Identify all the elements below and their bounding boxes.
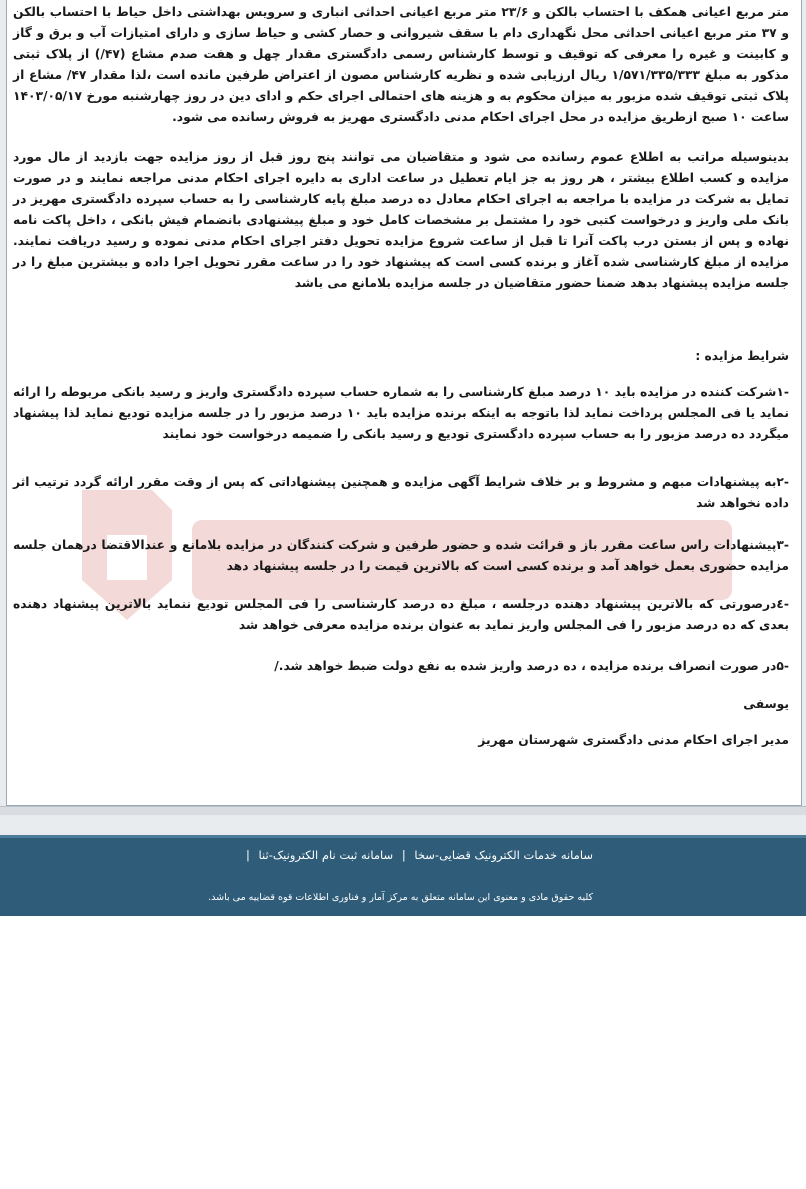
condition-item-1: -۱شرکت کننده در مزایده باید ۱۰ درصد مبلغ کارشناسی را به شماره حساب سپرده دادگستری واریز و رسید بانکی مربوطه را ارائه نماید یا فی المجلس پرداخت نماید لذا باتوجه به اینکه برنده مزایده باید ۱۰ درصد مزبور را در جلسه مزایده تودیع نماید لذا پیشنهاد میگردد ده درصد مزبور را به حساب سپرده دادگستری تودیع و رسید بانکی را ضمیمه درخواست خود نمایند [13, 385, 789, 441]
footer-separator: | [401, 848, 406, 862]
horizontal-scrollbar[interactable] [0, 806, 806, 815]
footer-separator-end: | [246, 848, 250, 862]
signer-title: مدیر اجرای احکام مدنی دادگستری شهرستان مهریز [478, 733, 789, 747]
condition-item-2: -۲به پیشنهادات مبهم و مشروط و بر خلاف شرایط آگهی مزایده و همچنین پیشنهاداتی که پس از وقت مقرر ارائه گردد ترتیب اثر داده نخواهد شد [13, 475, 789, 510]
content-box [6, 0, 802, 806]
condition-item-4: -٤درصورتی که بالاترین پیشنهاد دهنده درجلسه ، مبلغ ده درصد کارشناسی را فی المجلس تودیع ننماید بالاترین پیشنهاد دهنده بعدی که ده درصد مزبور را فی المجلس واریز نماید به عنوان برنده مزایده معرفی خواهد شد [13, 597, 789, 632]
signer-name: یوسفی [743, 697, 789, 711]
footer-link-sakha[interactable]: سامانه خدمات الکترونیک قضایی-سخا [414, 848, 593, 862]
condition-item-5: -۵در صورت انصراف برنده مزایده ، ده درصد واریز شده به نفع دولت ضبط خواهد شد./ [274, 659, 789, 673]
condition-item-3: -۳پیشنهادات راس ساعت مقرر باز و قرائت شده و حضور طرفین و شرکت کنندگان در مزایده بلامانع و عندالاقتضا درهمان جلسه مزایده حضوری بعمل خواهد آمد و برنده کسی است که بالاترین قیمت را در جلسه پیشنهاد دهد [13, 538, 789, 573]
footer [0, 835, 806, 888]
footer-links [241, 848, 593, 862]
auction-instructions-paragraph: بدینوسیله مراتب به اطلاع عموم رسانده می شود و متقاضیان می توانند پنج روز قبل از روز مزایده جهت بازدید از مال مورد مزایده و کسب اطلاع بیشتر ، هر روز به جز ایام تعطیل در ساعت اداری به دایره اجرای احکام مدنی مراجعه نمایند و در صورت تمایل به شرکت در مزایده با مراجعه به اجرای احکام معادل ده درصد مبلغ پایه کارشناسی را به حساب سپرده دادگستری مهریز در بانک ملی واریز و درخواست کتبی خود را مشتمل بر مشخصات کامل خود و مبلغ پیشنهادی بانضمام فیش بانکی ، داخل پاکت نامه نهاده و پس از بستن درب پاکت آنرا تا قبل از ساعت شروع مزایده تحویل دفتر اجرای احکام مدنی نموده و رسید دریافت نمایند. مزایده از مبلغ کارشناسی شده آغاز و برنده کسی است که پیشنهاد خود را در ساعت مقرر تحویل اجرا داده و بیشترین مبلغ را در جلسه مزایده پیشنهاد بدهد ضمنا حضور متقاضیان در جلسه مزایده بلامانع می باشد [13, 150, 789, 290]
footer-link-sana[interactable]: سامانه ثبت نام الکترونیک-ثنا [258, 848, 394, 862]
footer-copyright: کلیه حقوق مادی و معنوی این سامانه متعلق به مرکز آمار و فناوری اطلاعات قوه قضاییه می باشد. [208, 892, 593, 903]
footer-copyright-bar [0, 888, 806, 916]
auction-description-paragraph: متر مربع اعیانی همکف با احتساب بالکن و ۲۳/۶ متر مربع اعیانی احداثی انباری و سرویس بهداشتی داخل حیاط با احتساب بالکن و ۳۷ متر مربع اعیانی احداثی محل نگهداری دام با سقف شیروانی و حصار کشی و حیاط سازی و دارای امتیازات آب و برق و گاز و کابینت و غیره را معرفی که توقیف و توسط کارشناس رسمی دادگستری مقدار چهل و هفت صدم مشاع (۴۷/) از پلاک ثبتی مذکور به مبلغ ۱/۵۷۱/۳۳۵/۳۳۳ ریال ارزیابی شده و نظریه کارشناس مصون از اعتراض طرفین مانده است ،لذا مقدار ۴۷/ مشاع از پلاک ثبتی توقیف شده مزبور به میزان محکوم به و هزینه های احتمالی اجرای حکم و ادای دین در روز چهارشنبه مورخ ۱۴۰۳/۰۵/۱۷ ساعت ۱۰ صبح ازطریق مزایده در محل اجرای احکام مدنی دادگستری مهریز به فروش رسانده می شود. [13, 5, 789, 124]
conditions-title: شرایط مزایده : [695, 349, 789, 363]
